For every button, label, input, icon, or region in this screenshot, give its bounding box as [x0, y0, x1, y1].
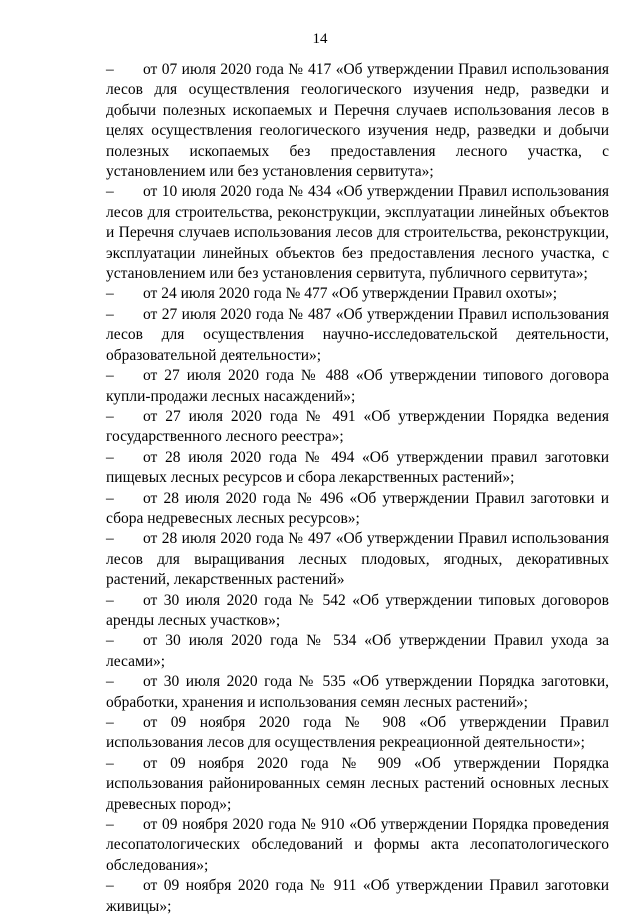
list-item-text: от 28 июля 2020 года № 496 «Об утверждении Правил заготовки и сбора недревесных лесных ресурсов»;	[106, 489, 609, 527]
list-item-text: от 27 июля 2020 года № 487 «Об утверждении Правил использования лесов для осуществления научно-исследовательской деятельности, образовательной деятельности»;	[106, 305, 609, 364]
list-item	[106, 876, 609, 917]
list-item	[106, 305, 609, 366]
list-item-text: от 09 ноября 2020 года № 909 «Об утверждении Порядка использования районированных семян лесных растений основных лесных древесных пород»;	[106, 754, 609, 813]
dash-bullet	[106, 591, 143, 611]
list-item	[106, 815, 609, 876]
list-item-text: от 09 ноября 2020 года № 910 «Об утверждении Порядка проведения лесопатологических обследований и формы акта лесопатологического обследования»;	[106, 816, 609, 874]
dash-bullet	[106, 754, 143, 774]
dash-bullet	[106, 366, 143, 386]
dash-bullet	[106, 529, 143, 549]
list-item-text: от 27 июля 2020 года № 488 «Об утверждении типового договора купли-продажи лесных насаждений»;	[106, 367, 609, 405]
list-item	[106, 182, 609, 284]
list-item	[106, 60, 609, 182]
list-item	[106, 366, 609, 407]
dash-bullet	[106, 448, 143, 468]
list-item-text: от 07 июля 2020 года № 417 «Об утверждении Правил использования лесов для осуществления геологического изучения недр, разведки и добычи полезных ископаемых и Перечня случаев использования лесов в целях осуществления геологического изучения недр, разведки и добычи полезных ископаемых без предоставления лесного участка, с установлением или без установления сервитута»;	[106, 61, 609, 181]
list-item	[106, 407, 609, 448]
list-item	[106, 631, 609, 672]
list-item-text: от 30 июля 2020 года № 534 «Об утверждении Правил ухода за лесами»;	[106, 632, 609, 670]
list-item-text: от 28 июля 2020 года № 494 «Об утверждении правил заготовки пищевых лесных ресурсов и сбора лекарственных растений»;	[106, 448, 609, 487]
document-body	[106, 60, 609, 917]
list-item	[106, 754, 609, 815]
list-item	[106, 284, 609, 304]
list-item	[106, 713, 609, 754]
list-item	[106, 672, 609, 713]
dash-bullet	[106, 713, 143, 733]
dash-bullet	[106, 182, 143, 202]
list-item	[106, 529, 609, 590]
dash-bullet	[106, 60, 143, 80]
dash-bullet	[106, 631, 143, 651]
list-item-text: от 28 июля 2020 года № 497 «Об утверждении Правил использования лесов для выращивания лесных плодовых, ягодных, декоративных растений, лекарственных растений»	[106, 530, 609, 589]
dash-bullet	[106, 284, 143, 304]
dash-bullet	[106, 672, 143, 692]
dash-bullet	[106, 407, 143, 427]
list-item-text: от 27 июля 2020 года № 491 «Об утверждении Порядка ведения государственного лесного реестра»;	[106, 407, 609, 446]
list-item	[106, 489, 609, 530]
list-item-text: от 09 ноября 2020 года № 911 «Об утверждении Правил заготовки живицы»;	[106, 877, 609, 915]
dash-bullet	[106, 876, 143, 896]
dash-bullet	[106, 489, 143, 509]
list-item-text: от 09 ноября 2020 года № 908 «Об утверждении Правил использования лесов для осуществления рекреационной деятельности»;	[106, 714, 609, 752]
list-item-text: от 10 июля 2020 года № 434 «Об утверждении Правил использования лесов для строительства, реконструкции, эксплуатации линейных объектов и Перечня случаев использования лесов для строительства, реконструкции, эксплуатации линейных объектов без предоставления лесного участка, с установлением или без установления сервитута, публичного сервитута»;	[106, 183, 609, 283]
page-number: 14	[312, 31, 328, 47]
list-item	[106, 448, 609, 489]
list-item-text: от 30 июля 2020 года № 535 «Об утверждении Порядка заготовки, обработки, хранения и использования семян лесных растений»;	[106, 673, 609, 711]
dash-bullet	[106, 305, 143, 325]
list-item	[106, 591, 609, 632]
dash-bullet	[106, 815, 143, 835]
list-item-text: от 24 июля 2020 года № 477 «Об утверждении Правил охоты»;	[143, 285, 558, 303]
list-item-text: от 30 июля 2020 года № 542 «Об утверждении типовых договоров аренды лесных участков»;	[106, 591, 609, 629]
